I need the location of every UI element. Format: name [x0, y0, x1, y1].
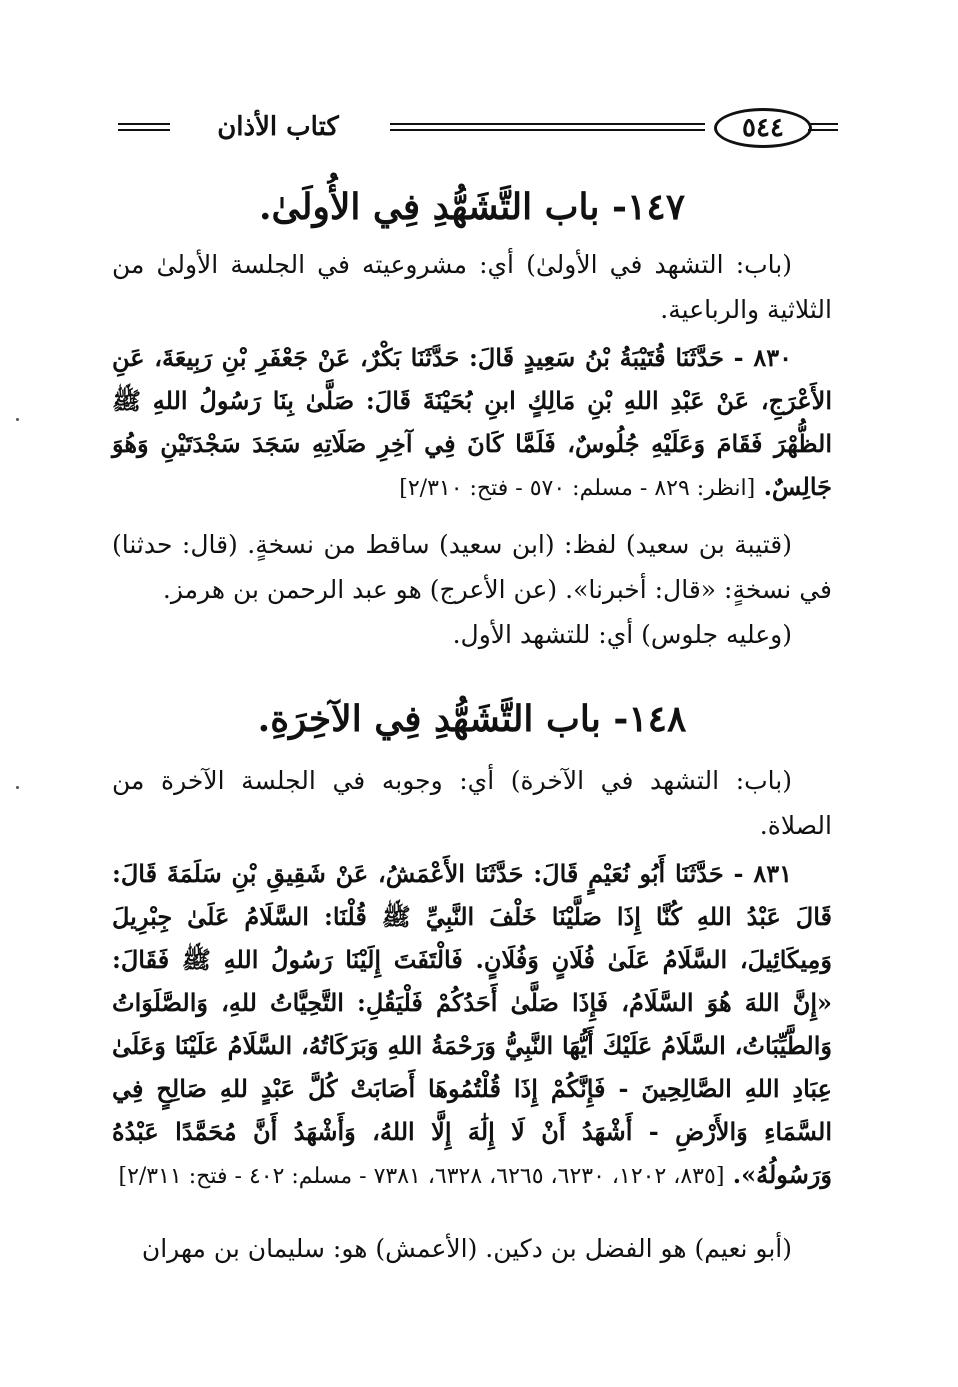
hadith-831 [112, 852, 832, 1198]
hadith-831-text: ٨٣١ - حَدَّثَنَا أَبُو نُعَيْمٍ قَالَ: حَدَّثَنَا الأَعْمَشُ، عَنْ شَقِيقِ بْنِ سَلَمَةَ قَالَ: قَالَ عَبْدُ اللهِ كُنَّا إِذَا صَلَّيْنَا خَلْفَ النَّبِيِّ ﷺ قُلْنَا: السَّلَامُ عَلَىٰ جِبْرِيلَ وَمِيكَائِيلَ، السَّلَامُ عَلَىٰ فُلَانٍ وَفُلَانٍ. فَالْتَفَتَ إِلَيْنَا رَسُولُ اللهِ ﷺ فَقَالَ: «إِنَّ اللهَ هُوَ السَّلَامُ، فَإِذَا صَلَّىٰ أَحَدُكُمْ فَلْيَقُلِ: التَّحِيَّاتُ للهِ، وَالصَّلَوَاتُ وَالطَّيِّبَاتُ، السَّلَامُ عَلَيْكَ أَيُّهَا النَّبِيُّ وَرَحْمَةُ اللهِ وَبَرَكَاتُهُ، السَّلَامُ عَلَيْنَا وَعَلَىٰ عِبَادِ اللهِ الصَّالِحِينَ - فَإِنَّكُمْ إِذَا قُلْتُمُوهَا أَصَابَتْ كُلَّ عَبْدٍ للهِ صَالِحٍ فِي السَّمَاءِ وَالأَرْضِ - أَشْهَدُ أَنْ لَا إِلَٰهَ إِلَّا اللهُ، وَأَشْهَدُ أَنَّ مُحَمَّدًا عَبْدُهُ وَرَسُولُهُ». [112, 859, 833, 1189]
scan-speck [16, 786, 19, 789]
book-title: كتاب الأذان [217, 112, 339, 142]
hadith-830 [112, 336, 832, 510]
scan-speck [16, 418, 19, 421]
chapter-commentary-148: (باب: التشهد في الآخرة) أي: وجوبه في الجلسة الآخرة من الصلاة. [112, 766, 832, 840]
chapter-heading-147: ١٤٧- باب التَّشَهُّدِ فِي الأُولَىٰ. [258, 186, 686, 228]
page-number: ٥٤٤ [714, 108, 812, 148]
header-rule-middle [390, 123, 705, 131]
running-header [118, 108, 838, 152]
hadith-830-commentary-2: (وعليه جلوس) أي: للتشهد الأول. [452, 620, 792, 649]
hadith-831-commentary-1: (أبو نعيم) هو الفضل بن دكين. (الأعمش) هو: سليمان بن مهران [141, 1234, 792, 1263]
chapter-commentary-147: (باب: التشهد في الأولىٰ) أي: مشروعيته في الجلسة الأولىٰ من الثلاثية والرباعية. [112, 250, 832, 324]
hadith-831-references: [٨٣٥، ١٢٠٢، ٦٢٣٠، ٦٢٦٥، ٦٣٢٨، ٧٣٨١ - مسلم: ٤٠٢ - فتح: ٢/٣١١] [118, 1164, 725, 1189]
hadith-830-references: [انظر: ٨٢٩ - مسلم: ٥٧٠ - فتح: ٢/٣١٠] [399, 476, 756, 501]
header-rule-left [118, 123, 170, 131]
header-rule-right [808, 123, 838, 131]
chapter-heading-148: ١٤٨- باب التَّشَهُّدِ فِي الآخِرَةِ. [257, 698, 687, 740]
hadith-830-text: ٨٣٠ - حَدَّثَنَا قُتَيْبَةُ بْنُ سَعِيدٍ قَالَ: حَدَّثَنَا بَكْرٌ، عَنْ جَعْفَرِ بْنِ رَبِيعَةَ، عَنِ الأَعْرَجِ، عَنْ عَبْدِ اللهِ بْنِ مَالِكٍ ابنِ بُحَيْنَةَ قَالَ: صَلَّىٰ بِنَا رَسُولُ اللهِ ﷺ الظُّهْرَ فَقَامَ وَعَلَيْهِ جُلُوسٌ، فَلَمَّا كَانَ فِي آخِرِ صَلَاتِهِ سَجَدَ سَجْدَتَيْنِ وَهُوَ جَالِسٌ. [112, 343, 832, 501]
hadith-830-commentary-1: (قتيبة بن سعيد) لفظ: (ابن سعيد) ساقط من نسخةٍ. (قال: حدثنا) في نسخةٍ: «قال: أخبرنا». (عن الأعرج) هو عبد الرحمن بن هرمز. [112, 530, 832, 604]
